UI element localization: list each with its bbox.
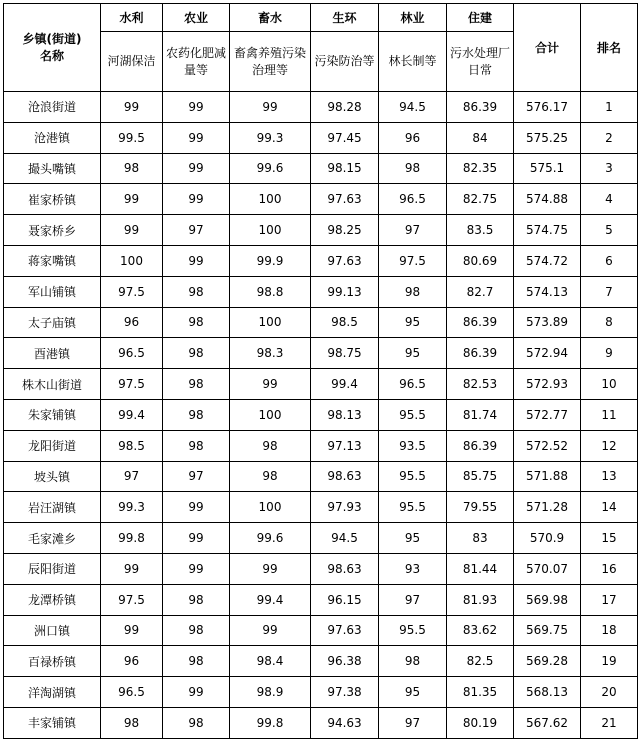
cell-agri: 98 — [163, 430, 230, 461]
cell-forest: 97 — [379, 215, 447, 246]
table-row — [4, 184, 638, 215]
cell-eco: 97.13 — [311, 430, 379, 461]
cell-livestock: 100 — [230, 307, 311, 338]
cell-total: 568.13 — [514, 677, 581, 708]
cell-forest: 95.5 — [379, 461, 447, 492]
cell-forest: 95 — [379, 677, 447, 708]
cell-forest: 97 — [379, 584, 447, 615]
cell-rank: 21 — [581, 707, 638, 738]
cell-livestock: 99 — [230, 92, 311, 123]
cell-rank: 5 — [581, 215, 638, 246]
cell-eco: 94.5 — [311, 523, 379, 554]
cell-rank: 19 — [581, 646, 638, 677]
cell-forest: 98 — [379, 646, 447, 677]
cell-town-name: 太子庙镇 — [4, 307, 101, 338]
corner-header: 乡镇(街道) 名称 — [22, 31, 82, 63]
header-category: 畜禽养殖污染治理等 — [230, 32, 311, 92]
cell-forest: 96.5 — [379, 184, 447, 215]
cell-town-name: 军山铺镇 — [4, 276, 101, 307]
cell-water: 98 — [101, 153, 163, 184]
cell-town-name: 辰阳街道 — [4, 553, 101, 584]
cell-eco: 97.38 — [311, 677, 379, 708]
cell-forest: 95 — [379, 523, 447, 554]
cell-forest: 94.5 — [379, 92, 447, 123]
cell-livestock: 99 — [230, 615, 311, 646]
table-header — [4, 4, 638, 92]
cell-water: 96 — [101, 646, 163, 677]
cell-agri: 98 — [163, 646, 230, 677]
cell-eco: 97.63 — [311, 615, 379, 646]
header-dept: 农业 — [163, 4, 230, 32]
cell-town-name: 坡头镇 — [4, 461, 101, 492]
cell-eco: 96.15 — [311, 584, 379, 615]
cell-eco: 98.25 — [311, 215, 379, 246]
cell-rank: 3 — [581, 153, 638, 184]
cell-water: 97.5 — [101, 584, 163, 615]
cell-livestock: 98.9 — [230, 677, 311, 708]
cell-water: 99 — [101, 92, 163, 123]
cell-housing: 84 — [447, 122, 514, 153]
cell-agri: 99 — [163, 92, 230, 123]
header-category: 污水处理厂日常 — [447, 32, 514, 92]
cell-livestock: 98 — [230, 461, 311, 492]
cell-water: 96 — [101, 307, 163, 338]
cell-total: 572.77 — [514, 399, 581, 430]
cell-forest: 93 — [379, 553, 447, 584]
cell-rank: 14 — [581, 492, 638, 523]
cell-forest: 95.5 — [379, 399, 447, 430]
cell-town-name: 洲口镇 — [4, 615, 101, 646]
cell-water: 99.5 — [101, 122, 163, 153]
cell-town-name: 株木山街道 — [4, 369, 101, 400]
cell-town-name: 岩汪湖镇 — [4, 492, 101, 523]
cell-agri: 98 — [163, 338, 230, 369]
cell-agri: 99 — [163, 677, 230, 708]
cell-total: 575.25 — [514, 122, 581, 153]
cell-rank: 13 — [581, 461, 638, 492]
header-dept: 畜水 — [230, 4, 311, 32]
cell-livestock: 99.9 — [230, 245, 311, 276]
cell-forest: 96 — [379, 122, 447, 153]
cell-total: 569.98 — [514, 584, 581, 615]
cell-livestock: 99 — [230, 369, 311, 400]
cell-eco: 98.75 — [311, 338, 379, 369]
cell-agri: 98 — [163, 707, 230, 738]
cell-forest: 93.5 — [379, 430, 447, 461]
cell-total: 571.28 — [514, 492, 581, 523]
header-total: 合计 — [514, 4, 581, 92]
cell-agri: 99 — [163, 523, 230, 554]
cell-eco: 98.63 — [311, 461, 379, 492]
table-row — [4, 369, 638, 400]
cell-water: 99 — [101, 215, 163, 246]
cell-eco: 99.13 — [311, 276, 379, 307]
table-body — [4, 92, 638, 739]
cell-housing: 81.93 — [447, 584, 514, 615]
cell-total: 570.9 — [514, 523, 581, 554]
cell-total: 571.88 — [514, 461, 581, 492]
cell-livestock: 99.8 — [230, 707, 311, 738]
cell-eco: 98.63 — [311, 553, 379, 584]
cell-eco: 97.45 — [311, 122, 379, 153]
cell-livestock: 98 — [230, 430, 311, 461]
cell-town-name: 朱家铺镇 — [4, 399, 101, 430]
table-row — [4, 461, 638, 492]
header-dept: 林业 — [379, 4, 447, 32]
cell-total: 569.28 — [514, 646, 581, 677]
cell-water: 99 — [101, 553, 163, 584]
cell-livestock: 99 — [230, 553, 311, 584]
table-row — [4, 584, 638, 615]
cell-total: 575.1 — [514, 153, 581, 184]
cell-eco: 98.28 — [311, 92, 379, 123]
cell-town-name: 毛家滩乡 — [4, 523, 101, 554]
cell-housing: 80.19 — [447, 707, 514, 738]
cell-agri: 99 — [163, 122, 230, 153]
cell-rank: 15 — [581, 523, 638, 554]
table-row — [4, 523, 638, 554]
cell-town-name: 沧浪街道 — [4, 92, 101, 123]
cell-agri: 98 — [163, 276, 230, 307]
cell-eco: 97.63 — [311, 245, 379, 276]
cell-town-name: 百禄桥镇 — [4, 646, 101, 677]
cell-livestock: 98.8 — [230, 276, 311, 307]
cell-rank: 8 — [581, 307, 638, 338]
header-category: 污染防治等 — [311, 32, 379, 92]
table-row — [4, 92, 638, 123]
cell-rank: 6 — [581, 245, 638, 276]
cell-total: 574.72 — [514, 245, 581, 276]
cell-agri: 97 — [163, 461, 230, 492]
cell-livestock: 99.4 — [230, 584, 311, 615]
cell-town-name: 酉港镇 — [4, 338, 101, 369]
cell-total: 574.75 — [514, 215, 581, 246]
cell-agri: 99 — [163, 245, 230, 276]
cell-water: 98.5 — [101, 430, 163, 461]
cell-eco: 97.93 — [311, 492, 379, 523]
cell-housing: 86.39 — [447, 338, 514, 369]
cell-forest: 97.5 — [379, 245, 447, 276]
cell-agri: 99 — [163, 492, 230, 523]
cell-water: 96.5 — [101, 677, 163, 708]
cell-housing: 83.5 — [447, 215, 514, 246]
cell-housing: 86.39 — [447, 307, 514, 338]
cell-town-name: 沧港镇 — [4, 122, 101, 153]
cell-water: 98 — [101, 707, 163, 738]
cell-livestock: 99.6 — [230, 153, 311, 184]
cell-total: 572.52 — [514, 430, 581, 461]
cell-water: 99.8 — [101, 523, 163, 554]
cell-eco: 98.5 — [311, 307, 379, 338]
table-row — [4, 307, 638, 338]
cell-water: 99 — [101, 184, 163, 215]
cell-total: 572.93 — [514, 369, 581, 400]
table-row — [4, 153, 638, 184]
cell-forest: 98 — [379, 153, 447, 184]
cell-water: 97.5 — [101, 276, 163, 307]
header-dept: 水利 — [101, 4, 163, 32]
table-row — [4, 677, 638, 708]
cell-forest: 95 — [379, 307, 447, 338]
cell-livestock: 100 — [230, 184, 311, 215]
cell-town-name: 崔家桥镇 — [4, 184, 101, 215]
cell-rank: 2 — [581, 122, 638, 153]
cell-rank: 7 — [581, 276, 638, 307]
cell-agri: 99 — [163, 553, 230, 584]
cell-agri: 99 — [163, 153, 230, 184]
cell-total: 569.75 — [514, 615, 581, 646]
cell-total: 570.07 — [514, 553, 581, 584]
table-row — [4, 553, 638, 584]
cell-total: 573.89 — [514, 307, 581, 338]
cell-water: 99.4 — [101, 399, 163, 430]
cell-town-name: 蒋家嘴镇 — [4, 245, 101, 276]
cell-agri: 98 — [163, 615, 230, 646]
cell-forest: 97 — [379, 707, 447, 738]
table-row — [4, 646, 638, 677]
cell-town-name: 龙潭桥镇 — [4, 584, 101, 615]
cell-total: 574.13 — [514, 276, 581, 307]
cell-livestock: 99.6 — [230, 523, 311, 554]
ranking-table — [3, 3, 638, 739]
cell-housing: 85.75 — [447, 461, 514, 492]
cell-eco: 99.4 — [311, 369, 379, 400]
cell-housing: 82.75 — [447, 184, 514, 215]
cell-forest: 98 — [379, 276, 447, 307]
cell-water: 97.5 — [101, 369, 163, 400]
header-category: 农药化肥减量等 — [163, 32, 230, 92]
cell-agri: 98 — [163, 369, 230, 400]
cell-rank: 16 — [581, 553, 638, 584]
cell-housing: 81.44 — [447, 553, 514, 584]
cell-water: 99 — [101, 615, 163, 646]
cell-livestock: 100 — [230, 215, 311, 246]
cell-livestock: 100 — [230, 399, 311, 430]
cell-agri: 98 — [163, 307, 230, 338]
cell-town-name: 撮头嘴镇 — [4, 153, 101, 184]
cell-rank: 1 — [581, 92, 638, 123]
cell-agri: 97 — [163, 215, 230, 246]
cell-forest: 96.5 — [379, 369, 447, 400]
cell-forest: 95.5 — [379, 615, 447, 646]
cell-rank: 11 — [581, 399, 638, 430]
cell-housing: 83 — [447, 523, 514, 554]
header-dept: 生环 — [311, 4, 379, 32]
cell-rank: 4 — [581, 184, 638, 215]
cell-forest: 95 — [379, 338, 447, 369]
cell-forest: 95.5 — [379, 492, 447, 523]
cell-housing: 81.35 — [447, 677, 514, 708]
cell-housing: 79.55 — [447, 492, 514, 523]
cell-eco: 98.15 — [311, 153, 379, 184]
cell-housing: 82.7 — [447, 276, 514, 307]
cell-agri: 98 — [163, 584, 230, 615]
cell-housing: 81.74 — [447, 399, 514, 430]
header-town-name — [4, 4, 101, 92]
table-row — [4, 276, 638, 307]
cell-rank: 17 — [581, 584, 638, 615]
cell-town-name: 洋淘湖镇 — [4, 677, 101, 708]
cell-agri: 98 — [163, 399, 230, 430]
cell-agri: 99 — [163, 184, 230, 215]
cell-total: 574.88 — [514, 184, 581, 215]
cell-water: 97 — [101, 461, 163, 492]
cell-livestock: 100 — [230, 492, 311, 523]
cell-housing: 82.53 — [447, 369, 514, 400]
cell-eco: 96.38 — [311, 646, 379, 677]
table-row — [4, 430, 638, 461]
cell-total: 576.17 — [514, 92, 581, 123]
cell-livestock: 99.3 — [230, 122, 311, 153]
table-row — [4, 615, 638, 646]
table-row — [4, 215, 638, 246]
cell-housing: 86.39 — [447, 92, 514, 123]
cell-livestock: 98.3 — [230, 338, 311, 369]
cell-water: 99.3 — [101, 492, 163, 523]
cell-livestock: 98.4 — [230, 646, 311, 677]
table-row — [4, 492, 638, 523]
cell-water: 100 — [101, 245, 163, 276]
cell-rank: 10 — [581, 369, 638, 400]
cell-housing: 82.35 — [447, 153, 514, 184]
header-rank: 排名 — [581, 4, 638, 92]
cell-town-name: 龙阳街道 — [4, 430, 101, 461]
cell-eco: 94.63 — [311, 707, 379, 738]
cell-total: 567.62 — [514, 707, 581, 738]
header-dept: 住建 — [447, 4, 514, 32]
cell-housing: 86.39 — [447, 430, 514, 461]
cell-housing: 80.69 — [447, 245, 514, 276]
header-category: 河湖保洁 — [101, 32, 163, 92]
cell-town-name: 聂家桥乡 — [4, 215, 101, 246]
cell-rank: 12 — [581, 430, 638, 461]
table-row — [4, 707, 638, 738]
cell-rank: 18 — [581, 615, 638, 646]
cell-housing: 82.5 — [447, 646, 514, 677]
table-row — [4, 245, 638, 276]
cell-eco: 97.63 — [311, 184, 379, 215]
cell-town-name: 丰家铺镇 — [4, 707, 101, 738]
cell-housing: 83.62 — [447, 615, 514, 646]
cell-rank: 20 — [581, 677, 638, 708]
table-row — [4, 122, 638, 153]
table-row — [4, 399, 638, 430]
cell-total: 572.94 — [514, 338, 581, 369]
cell-water: 96.5 — [101, 338, 163, 369]
header-category: 林长制等 — [379, 32, 447, 92]
cell-rank: 9 — [581, 338, 638, 369]
table-row — [4, 338, 638, 369]
cell-eco: 98.13 — [311, 399, 379, 430]
